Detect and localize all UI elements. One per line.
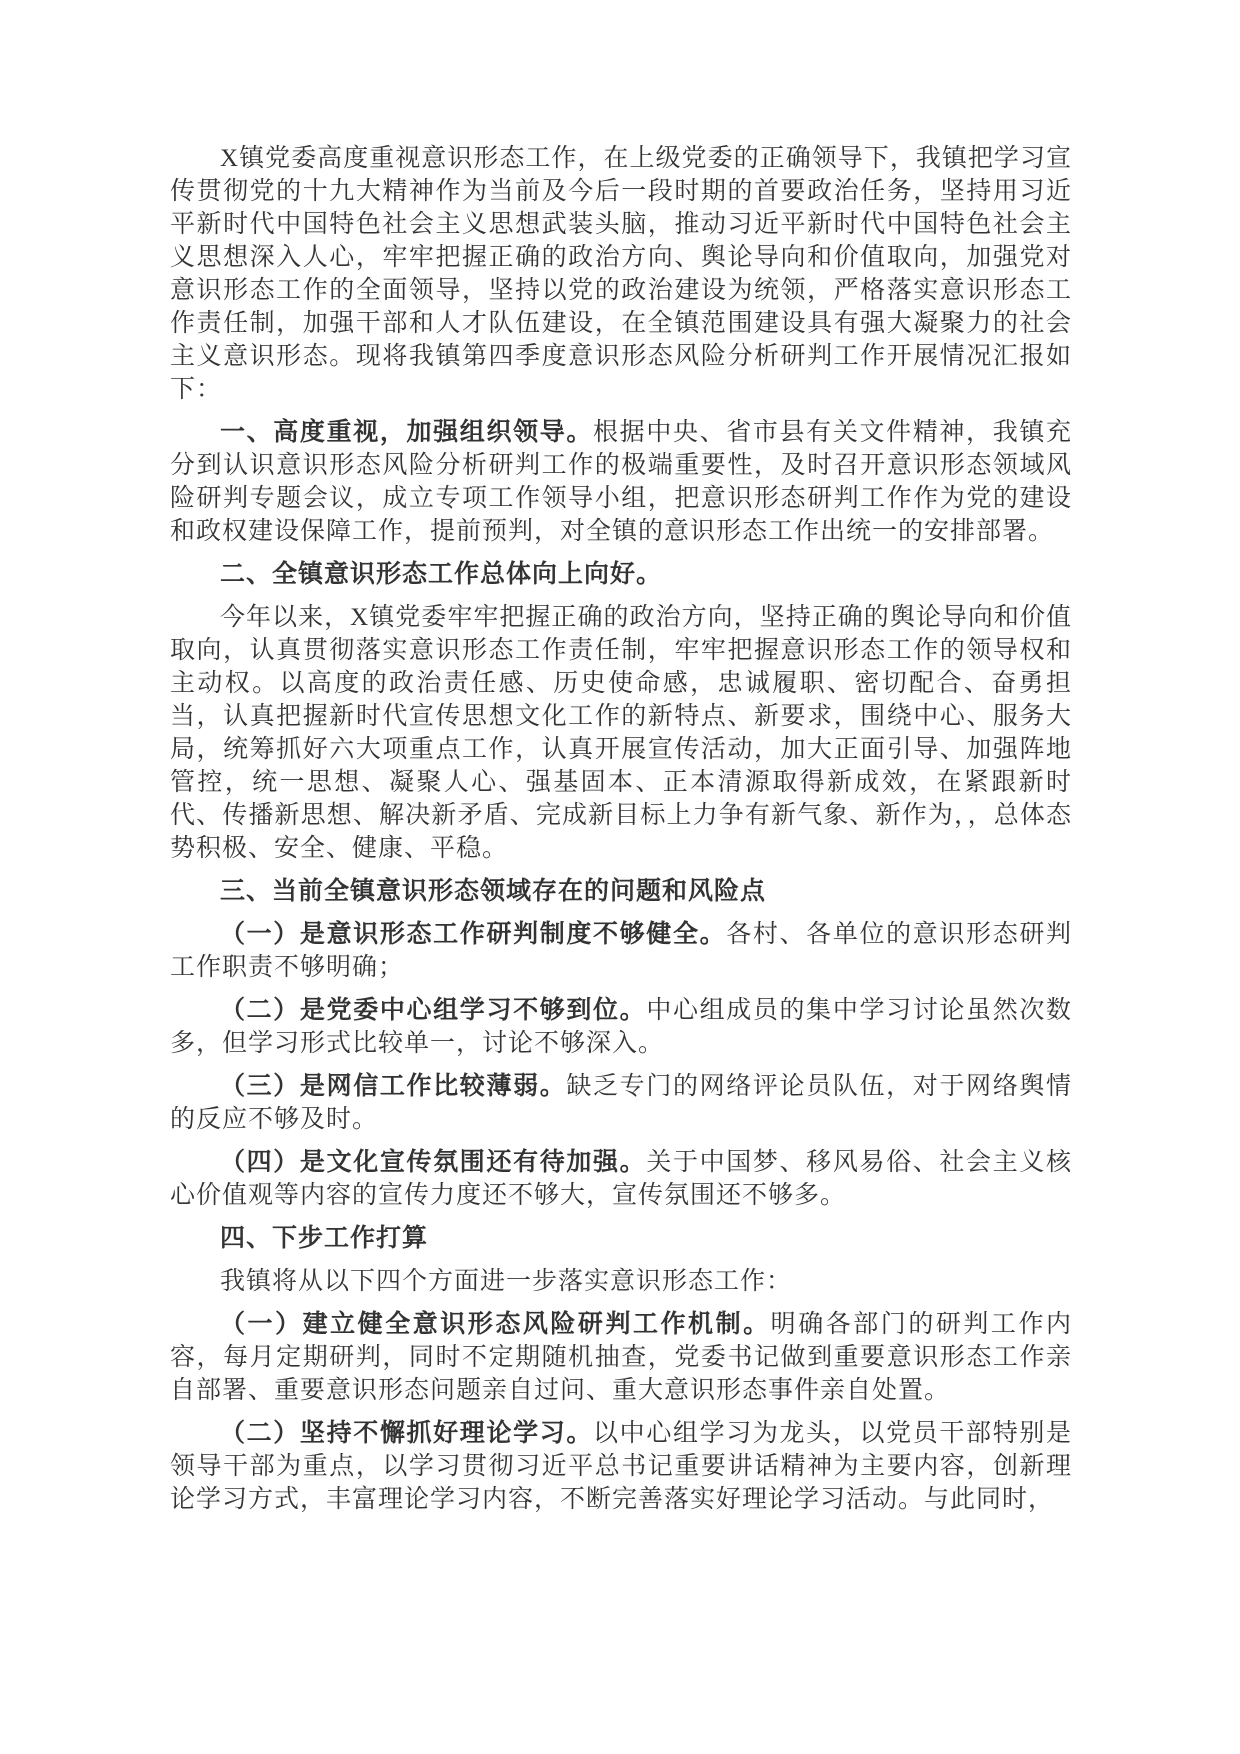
paragraph-text: 明确各部门的研判工作内容，每月定期研判，同时不定期随机抽查，党委书记做到重要意识形态工作亲自部署、重要意识形态问题亲自过问、重大意识形态事件亲自处置。 bbox=[170, 1311, 1072, 1404]
paragraph-text: 根据中央、省市县有关文件精神，我镇充分到认识意识形态风险分析研判工作的极端重要性，及时召开意识形态领域风险研判专题会议，成立专项工作领导小组，把意识形态研判工作作为党的建设和政权建设保障工作，提前预判，对全镇的意识形态工作出统一的安排部署。 bbox=[170, 419, 1072, 545]
paragraph-section-2-heading bbox=[170, 558, 1072, 591]
paragraph-intro bbox=[170, 142, 1072, 406]
paragraph-plan-1 bbox=[170, 1308, 1072, 1407]
paragraph-heading: 四、下步工作打算 bbox=[220, 1225, 429, 1252]
paragraph-heading: （一）建立健全意识形态风险研判工作机制。 bbox=[220, 1311, 771, 1338]
paragraph-issue-1 bbox=[170, 918, 1072, 984]
paragraph-issue-3 bbox=[170, 1070, 1072, 1136]
paragraph-heading: （四）是文化宣传氛围还有待加强。 bbox=[220, 1149, 647, 1176]
paragraph-heading: （二）坚持不懈抓好理论学习。 bbox=[220, 1420, 594, 1447]
paragraph-heading: （一）是意识形态工作研判制度不够健全。 bbox=[220, 921, 727, 948]
paragraph-heading: （三）是网信工作比较薄弱。 bbox=[220, 1073, 567, 1100]
paragraph-heading: 三、当前全镇意识形态领域存在的问题和风险点 bbox=[220, 878, 767, 905]
paragraph-issue-2 bbox=[170, 994, 1072, 1060]
paragraph-text: X镇党委高度重视意识形态工作，在上级党委的正确领导下，我镇把学习宣传贯彻党的十九大精神作为当前及今后一段时期的首要政治任务，坚持用习近平新时代中国特色社会主义思想武装头脑，推动习近平新时代中国特色社会主义思想深入人心，牢牢把握正确的政治方向、舆论导向和价值取向，加强党对意识形态工作的全面领导，坚持以党的政治建设为统领，严格落实意识形态工作责任制，加强干部和人才队伍建设，在全镇范围建设具有强大凝聚力的社会主义意识形态。现将我镇第四季度意识形态风险分析研判工作开展情况汇报如下： bbox=[170, 145, 1072, 403]
paragraph-section-1 bbox=[170, 416, 1072, 548]
paragraph-section-3-heading bbox=[170, 875, 1072, 908]
paragraph-section-4-intro bbox=[170, 1265, 1072, 1298]
paragraph-plan-2 bbox=[170, 1417, 1072, 1516]
paragraph-text: 以中心组学习为龙头，以党员干部特别是领导干部为重点，以学习贯彻习近平总书记重要讲话精神为主要内容，创新理论学习方式，丰富理论学习内容，不断完善落实好理论学习活动。与此同时， bbox=[170, 1420, 1072, 1513]
paragraph-section-4-heading bbox=[170, 1222, 1072, 1255]
paragraph-text: 关于中国梦、移风易俗、社会主义核心价值观等内容的宣传力度还不够大，宣传氛围还不够多。 bbox=[170, 1149, 1072, 1209]
paragraph-text: 缺乏专门的网络评论员队伍，对于网络舆情的反应不够及时。 bbox=[170, 1073, 1072, 1133]
paragraph-text: 今年以来，X镇党委牢牢把握正确的政治方向，坚持正确的舆论导向和价值取向，认真贯彻落实意识形态工作责任制，牢牢把握意识形态工作的领导权和主动权。以高度的政治责任感、历史使命感，忠诚履职、密切配合、奋勇担当，认真把握新时代宣传思想文化工作的新特点、新要求，围绕中心、服务大局，统筹抓好六大项重点工作，认真开展宣传活动，加大正面引导、加强阵地管控，统一思想、凝聚人心、强基固本、正本清源取得新成效，在紧跟新时代、传播新思想、解决新矛盾、完成新目标上力争有新气象、新作为，，总体态势积极、安全、健康、平稳。 bbox=[170, 604, 1072, 862]
paragraph-text: 我镇将从以下四个方面进一步落实意识形态工作： bbox=[220, 1268, 793, 1295]
paragraph-heading: 一、高度重视，加强组织领导。 bbox=[220, 419, 594, 446]
paragraph-text: 中心组成员的集中学习讨论虽然次数多，但学习形式比较单一，讨论不够深入。 bbox=[170, 997, 1072, 1057]
paragraph-issue-4 bbox=[170, 1146, 1072, 1212]
paragraph-heading: 二、全镇意识形态工作总体向上向好。 bbox=[220, 561, 663, 588]
paragraph-section-2-body bbox=[170, 601, 1072, 865]
paragraph-text: 各村、各单位的意识形态研判工作职责不够明确； bbox=[170, 921, 1072, 981]
paragraph-heading: （二）是党委中心组学习不够到位。 bbox=[220, 997, 647, 1024]
